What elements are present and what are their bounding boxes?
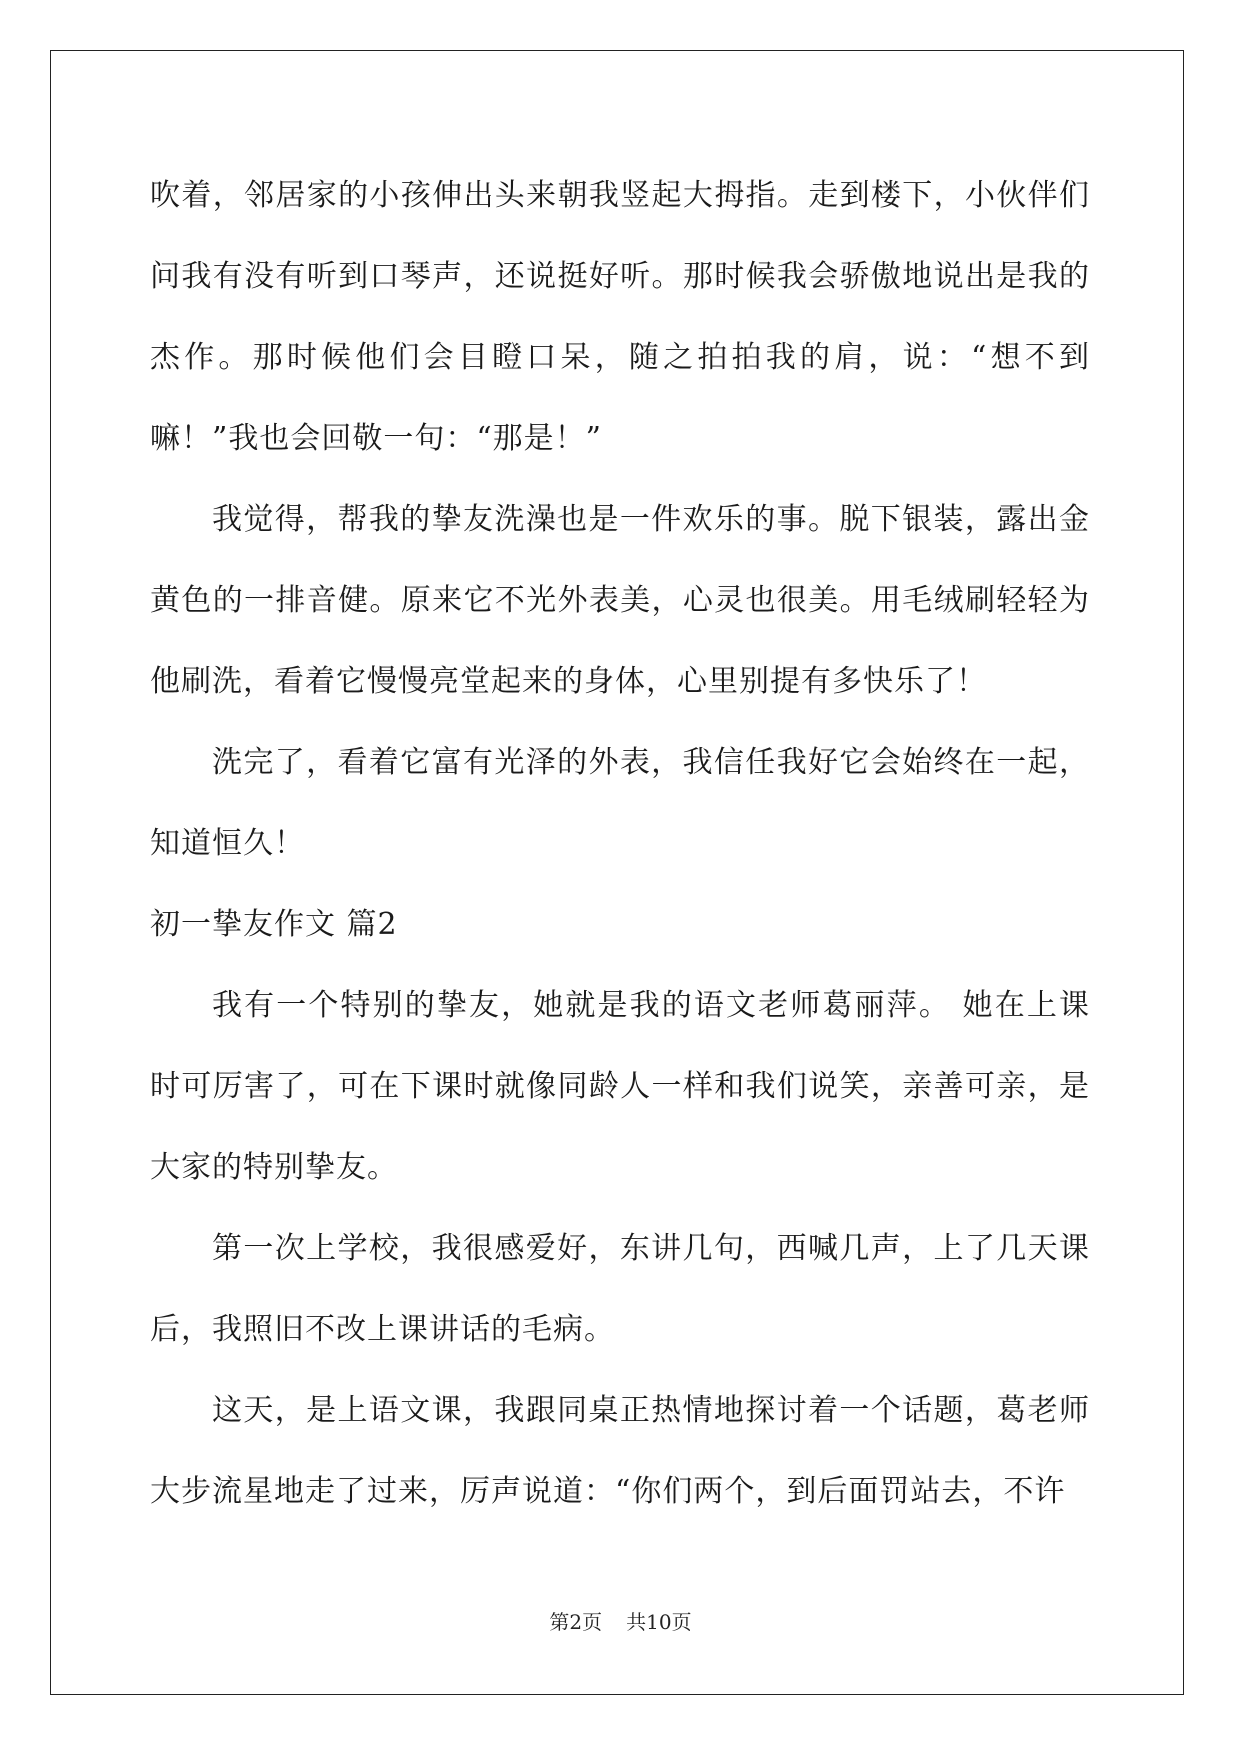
paragraph-6: 这天，是上语文课，我跟同桌正热情地探讨着一个话题，葛老师大步流星地走了过来，厉声说道：“你们两个，到后面罚站去，不许 (150, 1393, 1090, 1509)
paragraph-5: 第一次上学校，我很感爱好，东讲几句，西喊几声，上了几天课后，我照旧不改上课讲话的毛病。 (150, 1231, 1090, 1347)
section-heading: 初一挚友作文 篇2 (150, 907, 398, 942)
paragraph-1: 吹着，邻居家的小孩伸出头来朝我竖起大拇指。走到楼下，小伙伴们问我有没有听到口琴声，还说挺好听。那时候我会骄傲地说出是我的杰作。那时候他们会目瞪口呆，随之拍拍我的肩，说：“想不到嘛！”我也会回敬一句：“那是！” (150, 178, 1090, 456)
paragraph-3: 洗完了，看着它富有光泽的外表，我信任我好它会始终在一起，知道恒久！ (150, 745, 1090, 861)
page-footer (0, 1606, 1241, 1635)
page-total: 共10页 (626, 1610, 692, 1634)
page-number: 第2页 (549, 1610, 603, 1634)
document-body (150, 155, 1090, 1532)
paragraph-4: 我有一个特别的挚友，她就是我的语文老师葛丽萍。 她在上课时可厉害了，可在下课时就像同龄人一样和我们说笑，亲善可亲，是大家的特别挚友。 (150, 988, 1090, 1185)
paragraph-2: 我觉得，帮我的挚友洗澡也是一件欢乐的事。脱下银装，露出金黄色的一排音健。原来它不光外表美，心灵也很美。用毛绒刷轻轻为他刷洗，看着它慢慢亮堂起来的身体，心里别提有多快乐了！ (150, 502, 1090, 699)
